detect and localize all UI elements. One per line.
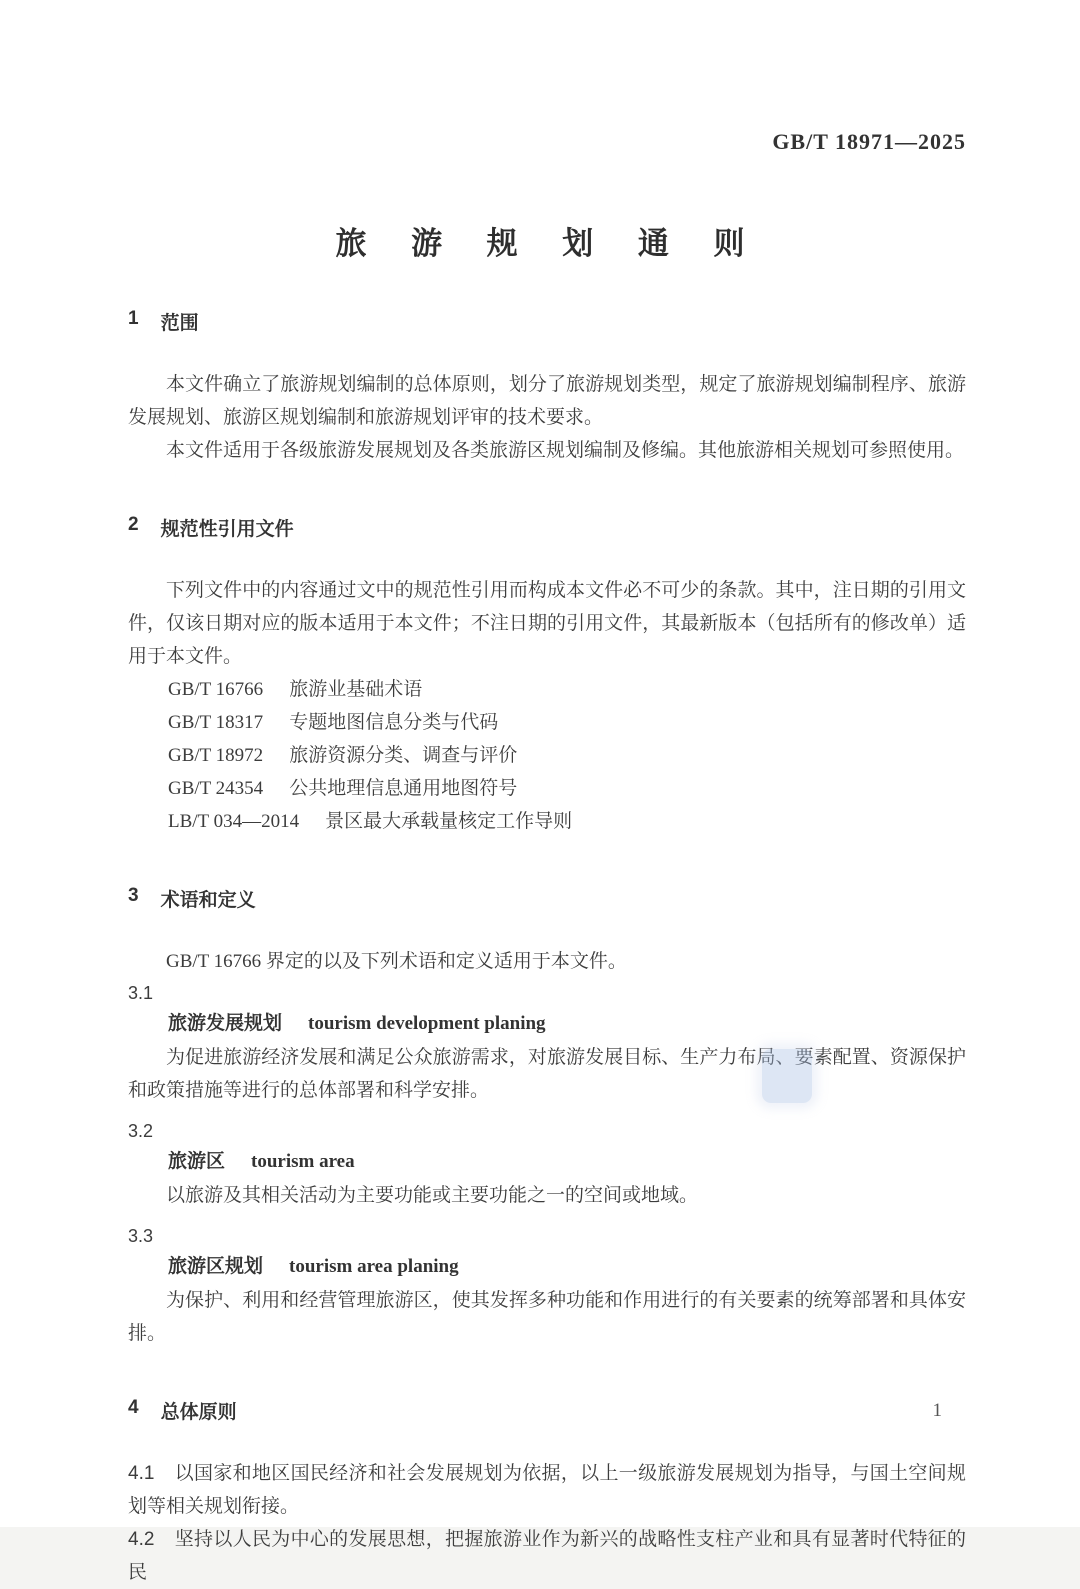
section-number: 3	[128, 885, 139, 906]
reference-title: 公共地理信息通用地图符号	[289, 778, 518, 799]
reference-code: GB/T 24354	[168, 778, 264, 799]
term-chinese: 旅游区	[168, 1151, 226, 1172]
term-entry	[168, 1146, 966, 1179]
clause-number: 4.1	[128, 1463, 155, 1484]
scope-paragraph: 本文件适用于各级旅游发展规划及各类旅游区规划编制及修编。其他旅游相关规划可参照使用。	[166, 440, 965, 461]
clause	[128, 1457, 966, 1523]
clause-number: 4.2	[128, 1529, 155, 1550]
section-heading-scope	[128, 308, 966, 335]
term-definition: 为保护、利用和经营管理旅游区，使其发挥多种功能和作用进行的有关要素的统筹部署和具体安排。	[128, 1290, 966, 1344]
reference-item	[168, 673, 966, 706]
reference-item	[168, 805, 966, 838]
term-entry	[168, 1008, 966, 1041]
term-english: tourism area planing	[289, 1256, 459, 1277]
term-number: 3.2	[128, 1121, 154, 1141]
terms-intro: GB/T 16766 界定的以及下列术语和定义适用于本文件。	[166, 951, 627, 972]
section-heading-normative-refs	[128, 514, 966, 541]
term-entry	[168, 1251, 966, 1284]
section-heading-principles	[128, 1397, 966, 1424]
section-title: 范围	[160, 313, 199, 334]
page-number: 1	[932, 1400, 942, 1421]
term-number: 3.3	[128, 1226, 154, 1246]
reference-code: GB/T 18317	[168, 712, 264, 733]
reference-list	[168, 673, 966, 838]
section-title: 规范性引用文件	[160, 519, 294, 540]
reference-item	[168, 772, 966, 805]
reference-code: GB/T 18972	[168, 745, 264, 766]
section-number: 1	[128, 308, 139, 329]
reference-item	[168, 739, 966, 772]
section-number: 4	[128, 1397, 139, 1418]
section-title: 总体原则	[160, 1402, 237, 1423]
clause-text: 坚持以人民为中心的发展思想，把握旅游业作为新兴的战略性支柱产业和具有显著时代特征的民	[128, 1529, 966, 1583]
term-english: tourism area	[251, 1151, 355, 1172]
section-number: 2	[128, 514, 139, 535]
scope-paragraph: 本文件确立了旅游规划编制的总体原则，划分了旅游规划类型，规定了旅游规划编制程序、旅游发展规划、旅游区规划编制和旅游规划评审的技术要求。	[128, 374, 966, 428]
term-english: tourism development planing	[308, 1013, 546, 1034]
term-definition: 为促进旅游经济发展和满足公众旅游需求，对旅游发展目标、生产力布局、要素配置、资源保护和政策措施等进行的总体部署和科学安排。	[128, 1047, 966, 1101]
clause	[128, 1523, 966, 1589]
section-title: 术语和定义	[160, 890, 256, 911]
watermark-blob	[762, 1049, 812, 1103]
reference-title: 旅游业基础术语	[289, 679, 423, 700]
term-chinese: 旅游发展规划	[168, 1013, 283, 1034]
section-heading-terms	[128, 885, 966, 912]
term-chinese: 旅游区规划	[168, 1256, 264, 1277]
reference-title: 景区最大承载量核定工作导则	[325, 811, 573, 832]
reference-code: GB/T 16766	[168, 679, 264, 700]
term-number: 3.1	[128, 983, 154, 1003]
page-content	[128, 0, 966, 1589]
clause-text: 以国家和地区国民经济和社会发展规划为依据，以上一级旅游发展规划为指导，与国土空间规划等相关规划衔接。	[128, 1463, 966, 1517]
reference-title: 专题地图信息分类与代码	[289, 712, 499, 733]
term-definition: 以旅游及其相关活动为主要功能或主要功能之一的空间或地域。	[166, 1185, 699, 1206]
normative-refs-intro: 下列文件中的内容通过文中的规范性引用而构成本文件必不可少的条款。其中，注日期的引用文件，仅该日期对应的版本适用于本文件；不注日期的引用文件，其最新版本（包括所有的修改单）适用于本文件。	[128, 580, 966, 667]
standard-code: GB/T 18971—2025	[772, 129, 966, 154]
reference-title: 旅游资源分类、调查与评价	[289, 745, 518, 766]
reference-item	[168, 706, 966, 739]
reference-code: LB/T 034—2014	[168, 811, 300, 832]
document-title: 旅 游 规 划 通 则	[335, 226, 763, 261]
